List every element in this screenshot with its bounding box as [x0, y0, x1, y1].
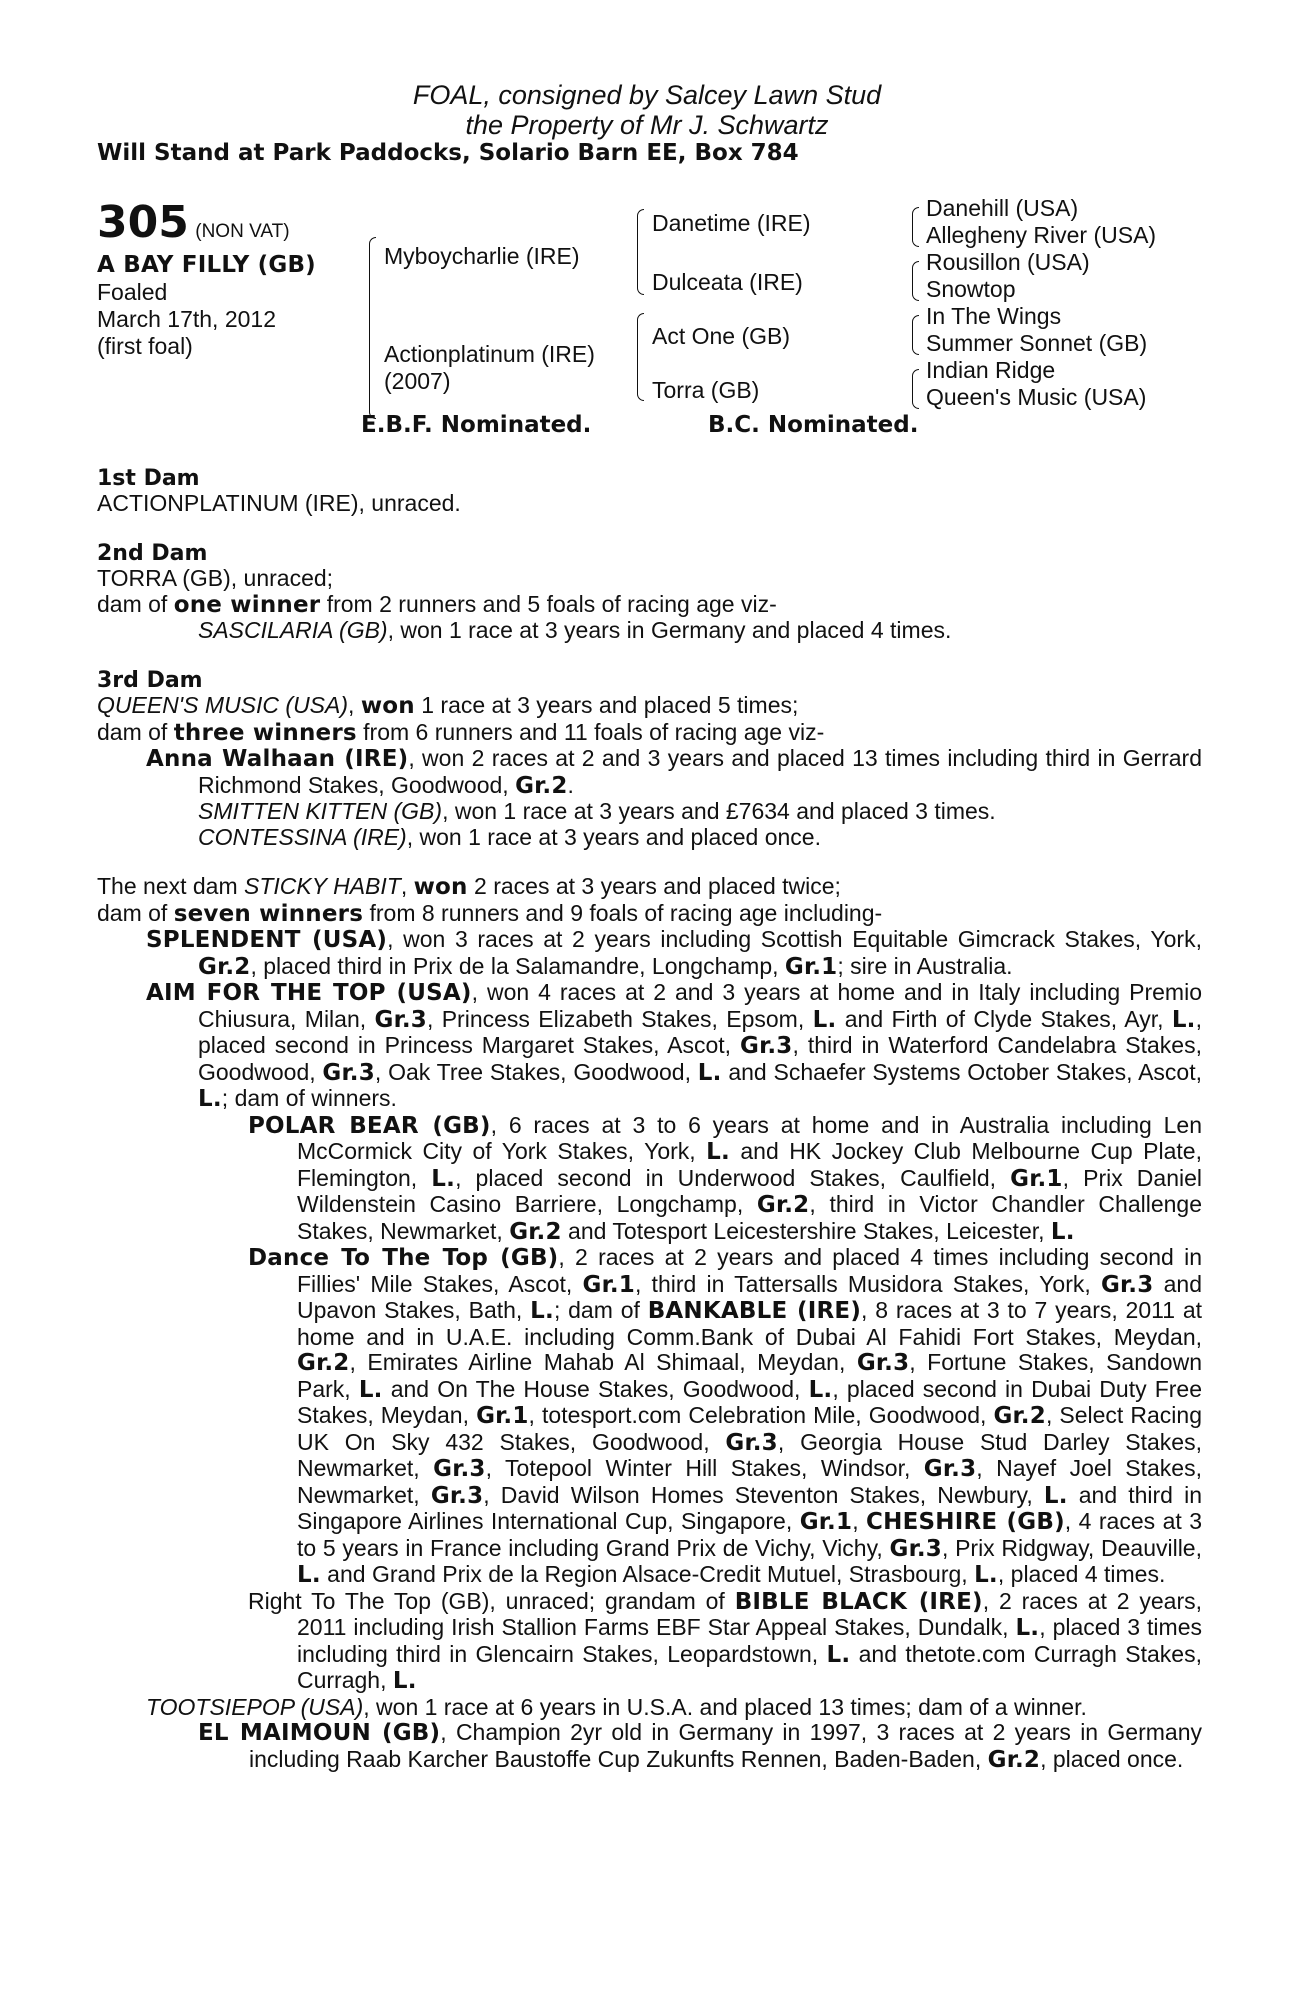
dam-year: (2007) — [384, 367, 451, 394]
granddam-4: Queen's Music (USA) — [926, 383, 1147, 410]
dam-dam: Torra (GB) — [652, 376, 760, 403]
grandsire-1: Danehill (USA) — [926, 194, 1079, 221]
foal-note: (first foal) — [97, 332, 193, 359]
sire-dam: Dulceata (IRE) — [652, 268, 803, 295]
granddam-3: Summer Sonnet (GB) — [926, 329, 1148, 356]
grandsire-2: Rousillon (USA) — [926, 248, 1090, 275]
produce-sascilaria: SASCILARIA (GB), won 1 race at 3 years in Germany and placed 4 times. — [198, 617, 952, 643]
lot-number-row — [97, 196, 290, 248]
ebf-nominated: E.B.F. Nominated. — [361, 411, 592, 438]
granddam-2: Snowtop — [926, 275, 1016, 302]
third-dam-title: 3rd Dam — [97, 667, 203, 693]
foaled-label: Foaled — [97, 278, 168, 305]
sire-sire: Danetime (IRE) — [652, 209, 811, 236]
brace-g3 — [912, 315, 919, 355]
sire-brace — [637, 209, 644, 295]
header — [97, 80, 1202, 167]
produce-el-maimoun: EL MAIMOUN (GB), Champion 2yr old in Germany in 1997, 3 races at 2 years in Germany including Raab Karcher Baustoffe Cup Zukunfts Rennen, Baden-Baden, Gr.2, placed once. — [198, 1719, 1202, 1773]
second-dam-title: 2nd Dam — [97, 540, 208, 566]
first-dam-text: ACTIONPLATINUM (IRE), unraced. — [97, 490, 461, 516]
produce-anna-walhaan: Anna Walhaan (IRE), won 2 races at 2 and 3 years and placed 13 times including third in Gerrard Richmond Stakes, Goodwood, Gr.2. — [146, 745, 1202, 799]
granddam-1: Allegheny River (USA) — [926, 221, 1157, 248]
produce-dance-to-the-top: Dance To The Top (GB), 2 races at 2 years and placed 4 times including second in Fillies' Mile Stakes, Ascot, Gr.1, third in Tattersalls Musidora Stakes, York, Gr.3 and Upavon Stakes, Bath, L.; dam of BANKABLE (IRE), 8 races at 3 to 7 years, 2011 at home and in U.A.E. including Comm.Bank of Dubai Al Fahidi Fort Stakes, Meydan, Gr.2, Emirates Airline Mahab Al Shimaal, Meydan, Gr.3, Fortune Stakes, Sandown Park, L. and On The House Stakes, Goodwood, L., placed second in Dubai Duty Free Stakes, Meydan, Gr.1, totesport.com Celebration Mile, Goodwood, Gr.2, Select Racing UK On Sky 432 Stakes, Goodwood, Gr.3, Georgia House Stud Darley Stakes, Newmarket, Gr.3, Totepool Winter Hill Stakes, Windsor, Gr.3, Nayef Joel Stakes, Newmarket, Gr.3, David Wilson Homes Steventon Stakes, Newbury, L. and third in Singapore Airlines International Cup, Singapore, Gr.1, CHESHIRE (GB), 4 races at 3 to 5 years in France including Grand Prix de Vichy, Vichy, Gr.3, Prix Ridgway, Deauville, L. and Grand Prix de la Region Alsace-Credit Mutuel, Strasbourg, L., placed 4 times. — [248, 1244, 1203, 1588]
grandsire-3: In The Wings — [926, 302, 1062, 329]
property-line: the Property of Mr J. Schwartz — [465, 110, 829, 140]
brace-g1 — [912, 207, 919, 247]
third-dam-section — [97, 668, 1202, 851]
dam: Actionplatinum (IRE) — [384, 340, 595, 367]
produce-polar-bear: POLAR BEAR (GB), 6 races at 3 to 6 years at home and in Australia including Len McCormick City of York Stakes, York, L. and HK Jockey Club Melbourne Cup Plate, Flemington, L., placed second in Underwood Stakes, Caulfield, Gr.1, Prix Daniel Wildenstein Casino Barriere, Longchamp, Gr.2, third in Victor Chandler Challenge Stakes, Newmarket, Gr.2 and Totesport Leicestershire Stakes, Leicester, L. — [248, 1111, 1203, 1245]
brace-g4 — [912, 369, 919, 409]
produce-right-to-the-top: Right To The Top (GB), unraced; grandam of BIBLE BLACK (IRE), 2 races at 2 years, 2011 including Irish Stallion Farms EBF Star Appeal Stakes, Dundalk, L., placed 3 times including third in Glencairn Stakes, Leopardstown, L. and thetote.com Curragh Stakes, Curragh, L. — [248, 1587, 1203, 1694]
produce-splendent: SPLENDENT (USA), won 3 races at 2 years including Scottish Equitable Gimcrack Stakes, York, Gr.2, placed third in Prix de la Salamandre, Longchamp, Gr.1; sire in Australia. — [146, 926, 1202, 980]
brace-g2 — [912, 261, 919, 301]
third-dam-line2: dam of three winners from 6 runners and 11 foals of racing age viz- — [97, 718, 825, 746]
second-dam-section — [97, 541, 1202, 644]
first-dam-section — [97, 466, 1202, 517]
second-dam-line2: dam of one winner from 2 runners and 5 foals of racing age viz- — [97, 590, 777, 618]
sire: Myboycharlie (IRE) — [384, 242, 580, 269]
first-dam-title: 1st Dam — [97, 465, 200, 491]
next-dam-section — [97, 874, 1202, 1773]
produce-contessina: CONTESSINA (IRE), won 1 race at 3 years and placed once. — [198, 823, 821, 850]
third-dam-line1: QUEEN'S MUSIC (USA), won 1 race at 3 years and placed 5 times; — [97, 692, 799, 719]
next-dam-line1: The next dam STICKY HABIT, won 2 races at 3 years and placed twice; — [97, 873, 841, 900]
lot-number: 305 — [97, 196, 189, 248]
dam-sire: Act One (GB) — [652, 322, 791, 349]
stand-line: Will Stand at Park Paddocks, Solario Barn EE, Box 784 — [97, 140, 799, 166]
bc-nominated: B.C. Nominated. — [708, 411, 919, 438]
consignor-line: FOAL, consigned by Salcey Lawn Stud — [412, 80, 882, 110]
pedigree-block — [97, 194, 1202, 466]
produce-tootsiepop: TOOTSIEPOP (USA), won 1 race at 6 years in U.S.A. and placed 13 times; dam of a winner. — [146, 1693, 1087, 1720]
catalogue-page — [97, 80, 1202, 1773]
grandsire-4: Indian Ridge — [926, 356, 1056, 383]
vat-note: (NON VAT) — [195, 220, 290, 242]
produce-aim-for-the-top: AIM FOR THE TOP (USA), won 4 races at 2 and 3 years at home and in Italy including Premio Chiusura, Milan, Gr.3, Princess Elizabeth Stakes, Epsom, L. and Firth of Clyde Stakes, Ayr, L., placed second in Princess Margaret Stakes, Ascot, Gr.3, third in Waterford Candelabra Stakes, Goodwood, Gr.3, Oak Tree Stakes, Goodwood, L. and Schaefer Systems October Stakes, Ascot, L.; dam of winners. — [146, 979, 1203, 1112]
produce-smitten-kitten: SMITTEN KITTEN (GB), won 1 race at 3 years and £7634 and placed 3 times. — [198, 798, 996, 824]
pedigree-brace — [369, 237, 376, 419]
lot-name: A BAY FILLY (GB) — [97, 251, 316, 278]
next-dam-line2: dam of seven winners from 8 runners and 9 foals of racing age including- — [97, 899, 883, 927]
foaled-date: March 17th, 2012 — [97, 305, 277, 332]
second-dam-line1: TORRA (GB), unraced; — [97, 565, 334, 591]
dam-brace — [637, 313, 644, 401]
